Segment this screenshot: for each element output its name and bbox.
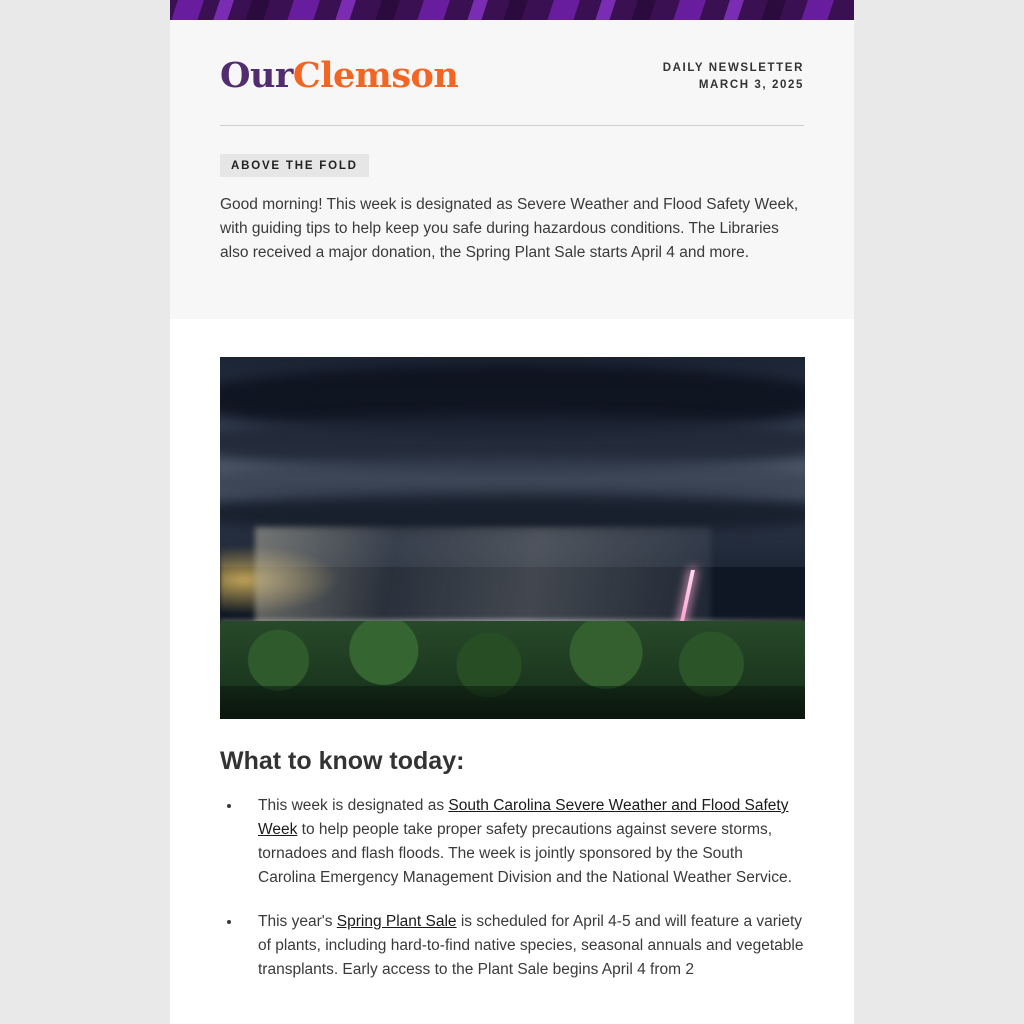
list-item	[242, 910, 804, 982]
list-item	[242, 794, 804, 890]
bullet-tail-text: to help people take proper safety precautions against severe storms, tornadoes and flash floods. The week is jointly sponsored by the South Carolina Emergency Management Division and the National Weather Service.	[258, 820, 792, 886]
link-severe-weather-week[interactable]: South Carolina Severe Weather and Flood Safety Week	[258, 796, 789, 838]
above-the-fold-section	[170, 126, 854, 319]
header-meta	[663, 46, 804, 93]
brand-logo[interactable]	[220, 46, 459, 96]
newsletter-kicker: DAILY NEWSLETTER	[662, 62, 804, 74]
brand-logo-our: Our	[220, 55, 293, 96]
bullet-lead-text: This week is designated as	[258, 796, 449, 814]
newsletter-date: MARCH 3, 2025	[698, 78, 804, 91]
bullet-lead-text: This year's	[258, 912, 337, 930]
newsletter-header	[170, 20, 854, 126]
hero-image	[220, 357, 805, 719]
above-the-fold-badge: ABOVE THE FOLD	[220, 154, 369, 177]
bullet-tail-text: is scheduled for April 4-5 and will feature a variety of plants, including hard-to-find native species, seasonal annuals and vegetable transplants. Early access to the Plant Sale begins April 4 from 2	[258, 912, 804, 978]
newsletter-container	[170, 0, 854, 1024]
above-the-fold-text: Good morning! This week is designated as Severe Weather and Flood Safety Week, with guiding tips to help keep you safe during hazardous conditions. The Libraries also received a major donation, the Spring Plant Sale starts April 4 and more.	[220, 196, 799, 262]
link-spring-plant-sale[interactable]: Spring Plant Sale	[336, 912, 457, 930]
page-title: What to know today:	[220, 746, 465, 775]
decorative-top-band	[170, 0, 854, 20]
brand-logo-clemson: Clemson	[292, 55, 459, 96]
what-to-know-list	[220, 794, 804, 982]
newsletter-body	[170, 319, 854, 1022]
